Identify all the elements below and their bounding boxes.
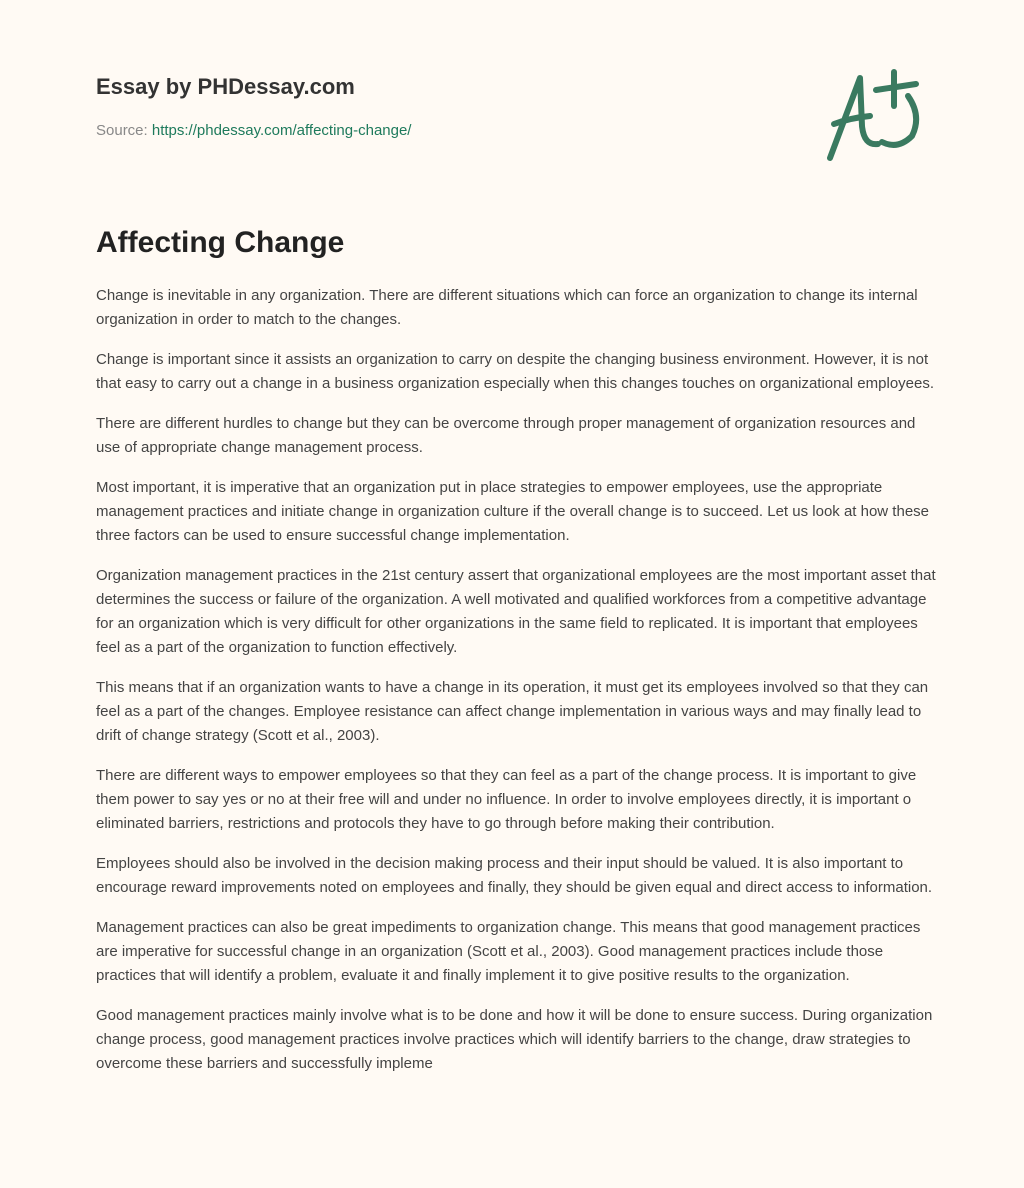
header xyxy=(96,74,411,139)
essay-body xyxy=(96,284,936,1092)
source-link[interactable]: https://phdessay.com/affecting-change/ xyxy=(151,122,412,139)
paragraph: Organization management practices in the 21st century assert that organizational employees are the most important asset that determines the success or failure of the organization. A well motivated and qualified workforces from a competitive advantage for an organization which is very difficult for other organizations in the same field to replicated. It is important that employees feel as a part of the organization to function effectively. xyxy=(96,567,936,656)
paragraph: This means that if an organization wants to have a change in its operation, it must get its employees involved so that they can feel as a part of the changes. Employee resistance can affect change implementation in various ways and may finally lead to drift of change strategy (Scott et al., 2003). xyxy=(96,679,929,744)
paragraph: Most important, it is imperative that an organization put in place strategies to empower employees, use the appropriate management practices and initiate change in organization culture if the overall change is to succeed. Let us look at how these three factors can be used to ensure successful change implementation. xyxy=(96,479,930,544)
paragraph: Management practices can also be great impediments to organization change. This means that good management practices are imperative for successful change in an organization (Scott et al., 2003). Good management practices include those practices that will identify a problem, evaluate it and finally implement it to give positive results to the organization. xyxy=(96,919,921,984)
paragraph: There are different hurdles to change but they can be overcome through proper management of organization resources and use of appropriate change management process. xyxy=(96,415,916,456)
essay-title: Affecting Change xyxy=(96,226,345,259)
brand-title: Essay by PHDessay.com xyxy=(96,74,355,99)
paragraph: Employees should also be involved in the decision making process and their input should be valued. It is also important to encourage reward improvements noted on employees and finally, they should be given equal and direct access to information. xyxy=(96,855,933,896)
paragraph: Change is important since it assists an organization to carry on despite the changing business environment. However, it is not that easy to carry out a change in a business organization especially when this changes touches on organizational employees. xyxy=(96,351,935,392)
source-line xyxy=(96,122,411,139)
a-plus-logo-icon xyxy=(820,66,930,166)
source-label: Source: xyxy=(96,122,152,139)
paragraph: Good management practices mainly involve what is to be done and how it will be done to ensure success. During organization change process, good management practices involve practices which will identify barriers to the change, draw strategies to overcome these barriers and successfully impleme xyxy=(96,1007,933,1072)
paragraph: There are different ways to empower employees so that they can feel as a part of the change process. It is important to give them power to say yes or no at their free will and under no influence. In order to involve employees directly, it is important o eliminated barriers, restrictions and protocols they have to go through before making their contribution. xyxy=(96,767,917,832)
paragraph: Change is inevitable in any organization. There are different situations which can force an organization to change its internal organization in order to match to the changes. xyxy=(96,287,918,328)
